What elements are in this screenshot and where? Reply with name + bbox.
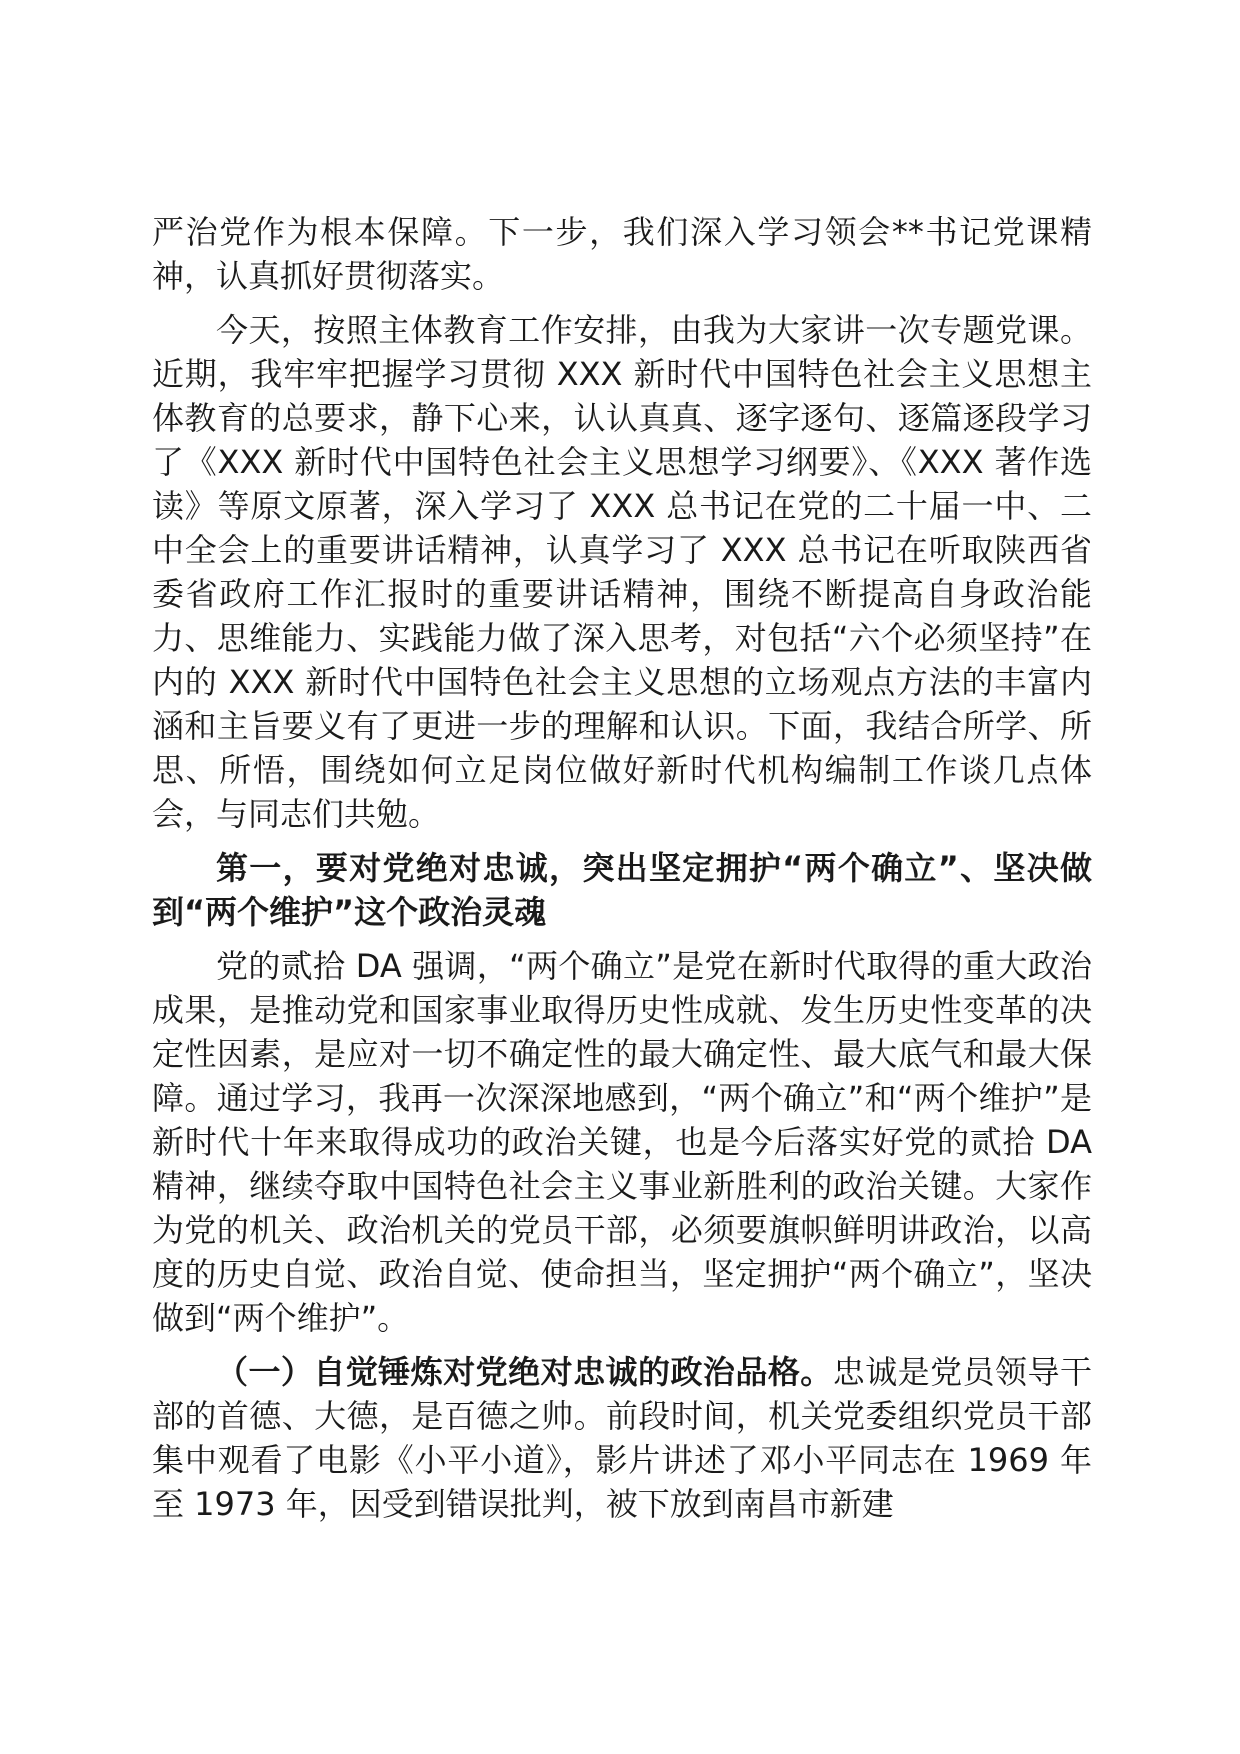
document-body <box>152 210 1092 1536</box>
subsection-one-body: 忠诚是党员领导干部的首德、大德，是百德之帅。前段时间，机关党委组织党员干部集中观看了电影《小平小道》，影片讲述了邓小平同志在 1969 年至 1973 年，因受到错误批判，被下放到南昌市新建 <box>152 1353 1092 1523</box>
subsection-heading-one: （一）自觉锤炼对党绝对忠诚的政治品格。 <box>216 1353 833 1391</box>
section-heading-first: 第一，要对党绝对忠诚，突出坚定拥护“两个确立”、坚决做到“两个维护”这个政治灵魂 <box>152 849 1092 931</box>
paragraph-two-establishments: 党的贰拾 DA 强调，“两个确立”是党在新时代取得的重大政治成果，是推动党和国家事业取得历史性成就、发生历史性变革的决定性因素，是应对一切不确定性的最大确定性、最大底气和最大保障。通过学习，我再一次深深地感到，“两个确立”和“两个维护”是新时代十年来取得成功的政治关键，也是今后落实好党的贰拾 DA 精神，继续夺取中国特色社会主义事业新胜利的政治关键。大家作为党的机关、政治机关的党员干部，必须要旗帜鲜明讲政治，以高度的历史自觉、政治自觉、使命担当，坚定拥护“两个确立”，坚决做到“两个维护”。 <box>152 947 1092 1337</box>
paragraph-continuation: 严治党作为根本保障。下一步，我们深入学习领会**书记党课精神，认真抓好贯彻落实。 <box>152 213 1092 295</box>
paragraph-subsection-one <box>152 1350 1092 1526</box>
paragraph-intro: 今天，按照主体教育工作安排，由我为大家讲一次专题党课。近期，我牢牢把握学习贯彻 XXX 新时代中国特色社会主义思想主体教育的总要求，静下心来，认认真真、逐字逐句、逐篇逐段学习了《XXX 新时代中国特色社会主义思想学习纲要》、《XXX 著作选读》等原文原著，深入学习了 XXX 总书记在党的二十届一中、二中全会上的重要讲话精神，认真学习了 XXX 总书记在听取陕西省委省政府工作汇报时的重要讲话精神，围绕不断提高自身政治能力、思维能力、实践能力做了深入思考，对包括“六个必须坚持”在内的 XXX 新时代中国特色社会主义思想的立场观点方法的丰富内涵和主旨要义有了更进一步的理解和认识。下面，我结合所学、所思、所悟，围绕如何立足岗位做好新时代机构编制工作谈几点体会，与同志们共勉。 <box>152 311 1092 833</box>
